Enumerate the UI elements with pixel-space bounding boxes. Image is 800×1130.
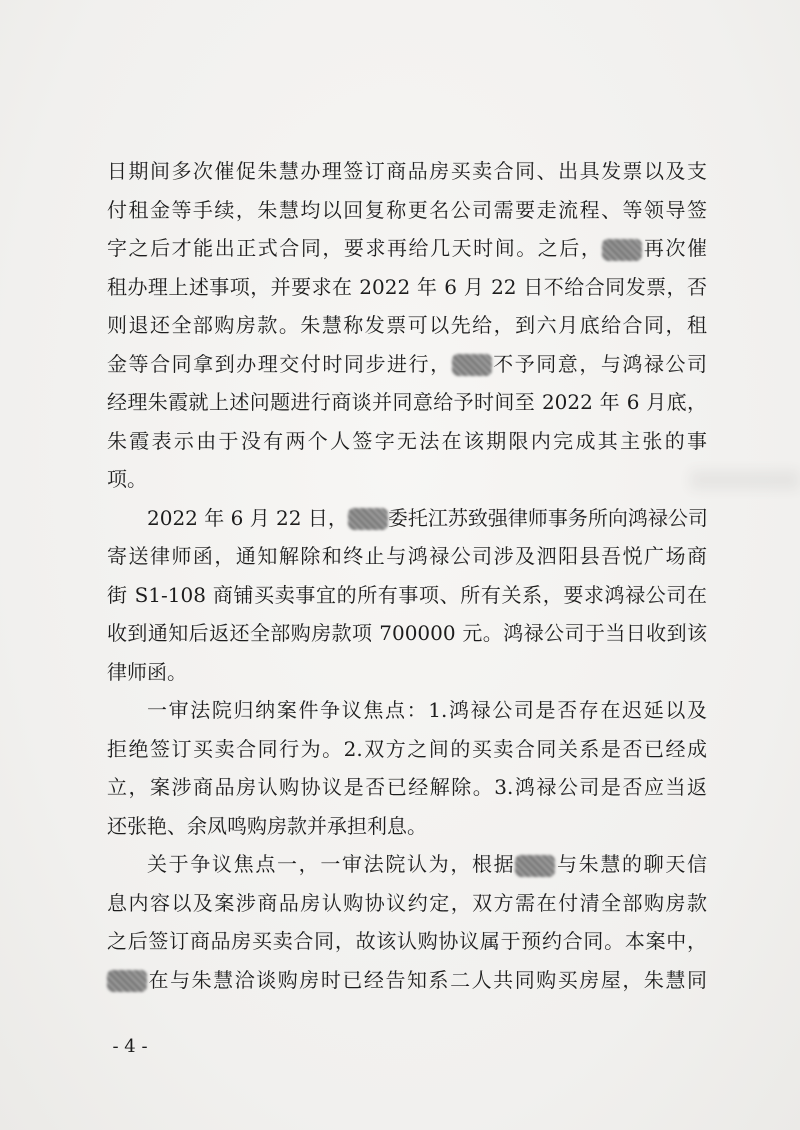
text-line: 还张艳、余凤鸣购房款并承担利息。 <box>107 813 427 838</box>
text-line: 立，案涉商品房认购协议是否已经解除。3.鸿禄公司是否应当返 <box>107 775 707 799</box>
text-line <box>107 345 707 384</box>
text-line: 租办理上述事项，并要求在 2022 年 6 月 22 日不给合同发票，否 <box>107 274 707 299</box>
text-fragment: 金等合同拿到办理交付时同步进行， <box>107 351 452 376</box>
text-line: 息内容以及案涉商品房认购协议约定，双方需在付清全部购房款 <box>107 890 707 915</box>
text-line <box>107 961 707 1000</box>
text-line: 日期间多次催促朱慧办理签订商品房买卖合同、出具发票以及支 <box>107 159 707 183</box>
redacted-name <box>348 508 388 530</box>
text-line: 律师函。 <box>107 659 187 684</box>
text-fragment: 不予同意，与鸿禄公司 <box>491 351 708 376</box>
body-text <box>107 152 707 999</box>
text-line <box>107 499 707 538</box>
text-line: 朱霞表示由于没有两个人签字无法在该期限内完成其主张的事 <box>107 428 707 453</box>
text-line: 收到通知后返还全部购房款项 700000 元。鸿禄公司于当日收到该 <box>107 621 707 645</box>
text-line <box>107 229 707 268</box>
text-line: 街 S1-108 商铺买卖事宜的所有事项、所有关系，要求鸿禄公司在 <box>107 582 707 607</box>
text-line: 寄送律师函，通知解除和终止与鸿禄公司涉及泗阳县吾悦广场商 <box>107 544 707 568</box>
text-fragment: 再次催 <box>642 236 708 260</box>
text-fragment: 在与朱慧洽谈购房时已经告知系二人共同购买房屋，朱慧同 <box>147 967 707 992</box>
text-fragment: 关于争议焦点一，一审法院认为，根据 <box>147 852 516 876</box>
text-line: 拒绝签订买卖合同行为。2.双方之间的买卖合同关系是否已经成 <box>107 736 707 761</box>
text-fragment: 2022 年 6 月 22 日， <box>147 505 348 530</box>
text-line: 付租金等手续，朱慧均以回复称更名公司需要走流程、等领导签 <box>107 197 707 222</box>
redacted-name <box>452 354 492 376</box>
text-line: 经理朱霞就上述问题进行商谈并同意给予时间至 2022 年 6 月底， <box>107 390 707 414</box>
text-fragment: 字之后才能出正式合同，要求再给几天时间。之后， <box>107 236 603 260</box>
text-fragment: 与朱慧的聊天信 <box>555 852 708 876</box>
text-line <box>107 845 707 884</box>
redacted-name <box>515 855 555 877</box>
text-line: 之后签订商品房买卖合同，故该认购协议属于预约合同。本案中， <box>107 929 707 953</box>
text-line: 一审法院归纳案件争议焦点：1.鸿禄公司是否存在迟延以及 <box>147 698 707 722</box>
text-line: 项。 <box>107 467 147 491</box>
redacted-name <box>107 970 147 992</box>
redacted-name <box>602 239 642 261</box>
text-line: 则退还全部购房款。朱慧称发票可以先给，到六月底给合同，租 <box>107 313 707 337</box>
page-number: - 4 - <box>112 1036 148 1057</box>
text-fragment: 委托江苏致强律师事务所向鸿禄公司 <box>387 505 708 530</box>
